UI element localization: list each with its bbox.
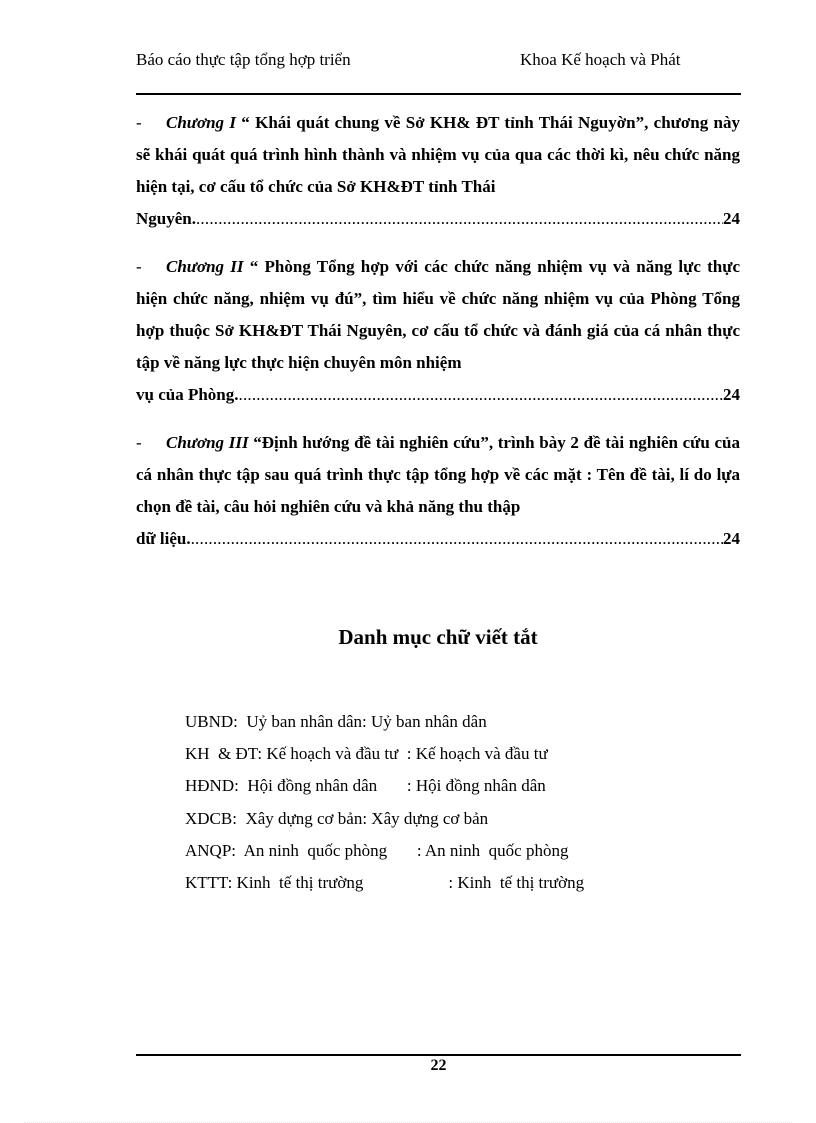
list-dash: -: [136, 113, 142, 132]
abbreviation-item: XDCB: Xây dựng cơ bản: Xây dựng cơ bản: [185, 809, 489, 828]
chapter-page-number: 24: [723, 529, 740, 548]
section-title: Danh mục chữ viết tắt: [338, 625, 538, 649]
chapter-title: Chương II: [166, 257, 244, 276]
abbreviation-item: UBND: Uỷ ban nhân dân: Uỷ ban nhân dân: [185, 712, 487, 731]
chapter-tail-line: [136, 523, 740, 555]
abbreviation-item: ANQP: An ninh quốc phòng : An ninh quốc phòng: [185, 841, 569, 860]
chapter-tail-text: dữ liệu. .....: [136, 523, 723, 555]
chapter-entry-1: [136, 107, 740, 235]
chapter-page-number: 24: [723, 209, 740, 228]
chapter-tail-line: [136, 379, 740, 411]
list-dash: -: [136, 257, 142, 276]
chapter-tail-text: Nguyên. .....: [136, 203, 723, 235]
abbreviation-item: KH & ĐT: Kế hoạch và đầu tư : Kế hoạch và đầu tư: [185, 744, 548, 763]
chapter-title: Chương I: [166, 113, 236, 132]
abbreviation-item: KTTT: Kinh tế thị trường : Kinh tế thị trường: [185, 873, 585, 892]
chapter-tail-text: vụ của Phòng. .....: [136, 379, 723, 411]
chapter-title: Chương III: [166, 433, 249, 452]
page-number: 22: [430, 1057, 447, 1074]
list-dash: -: [136, 433, 142, 452]
header-right-title: Khoa Kế hoạch và Phát: [520, 50, 681, 69]
chapter-description: “Định hướng đề tài nghiên cứu”, trình bày 2 đề tài nghiên cứu của cá nhân thực tập sau quá trình thực tập tổng hợp về các mặt : Tên đề tài, lí do lựa chọn đề tài, câu hỏi nghiên cứu và khả năng thu thập: [136, 433, 741, 516]
header-left-title: Báo cáo thực tập tổng hợp triển: [136, 50, 351, 69]
chapter-entry-3: [136, 427, 740, 555]
chapter-description: “ Phòng Tổng hợp với các chức năng nhiệm vụ và năng lực thực hiện chức năng, nhiệm vụ đú”, tìm hiểu về chức năng nhiệm vụ của Phòng Tổng hợp thuộc Sở KH&ĐT Thái Nguyên, cơ cấu tổ chức và đánh giá của cá nhân thực tập về năng lực thực hiện chuyên môn nhiệm: [136, 257, 741, 372]
chapter-entry-2: [136, 251, 740, 411]
chapter-page-number: 24: [723, 385, 740, 404]
abbreviation-item: HĐND: Hội đồng nhân dân : Hội đồng nhân dân: [185, 776, 546, 795]
chapter-tail-line: [136, 203, 740, 235]
header-divider: [136, 93, 741, 95]
chapter-description: “ Khái quát chung về Sở KH& ĐT tỉnh Thái Nguyờn”, chương này sẽ khái quát quá trình hình thành và nhiệm vụ của qua các thời kì, nêu chức năng hiện tại, cơ cấu tổ chức của Sở KH&ĐT tỉnh Thái: [136, 113, 741, 196]
